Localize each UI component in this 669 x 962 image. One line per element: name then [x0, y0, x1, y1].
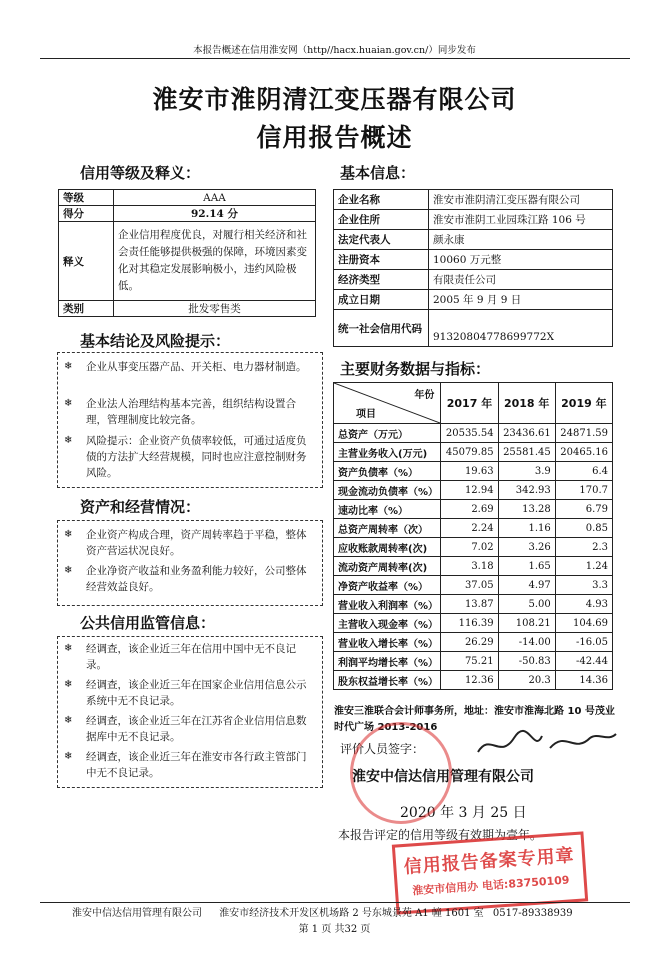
table-row: 净资产收益率（%） 37.05 4.97 3.3	[334, 576, 613, 595]
table-row: 主营业务收入(万元) 45079.85 25581.45 20465.16	[334, 443, 613, 462]
footer-address: 淮安市经济技术开发区机场路 2 号东城景苑 A1 幢 1601 室	[219, 908, 484, 919]
table-row: 营业收入增长率（%） 26.29 -14.00 -16.05	[334, 633, 613, 652]
bullet-icon: ❄	[64, 529, 73, 540]
footer-rule	[40, 902, 630, 903]
list-item: ❄ 风险提示：企业资产负债率较低，可通过适度负债的方法扩大经营规模，同时也应注意控制财务风险。	[64, 435, 307, 479]
bullet-icon: ❄	[64, 751, 73, 762]
table-row: 流动资产周转率(次) 3.18 1.65 1.24	[334, 557, 613, 576]
footer-phone: 0517-89338939	[492, 908, 573, 919]
report-date: 2020 年 3 月 25 日	[400, 805, 527, 821]
table-row: 资产负债率（%） 19.63 3.9 6.4	[334, 462, 613, 481]
footer-line	[72, 904, 573, 919]
table-row: 股东权益增长率（%） 12.36 20.3 14.36	[334, 671, 613, 690]
rater-label: 评价人员签字：	[340, 742, 425, 756]
list-item: ❄ 企业从事变压器产品、开关柜、电力器材制造。	[64, 361, 307, 373]
grade-table	[58, 189, 316, 317]
company-title: 淮安市淮阴清江变压器有限公司	[152, 85, 517, 114]
table-row: 企业住所 淮安市淮阴工业园珠江路 106 号	[334, 210, 613, 230]
bullet-icon: ❄	[64, 361, 73, 372]
report-title: 信用报告概述	[256, 123, 413, 152]
basic-heading: 基本信息：	[340, 164, 416, 182]
table-row: 法定代表人 颜永康	[334, 230, 613, 250]
corner-cell: 年份 项目	[334, 383, 441, 424]
table-row: 应收账款周转率(次) 7.02 3.26 2.3	[334, 538, 613, 557]
finance-table	[333, 382, 613, 690]
score-row	[59, 206, 316, 222]
bullet-icon: ❄	[64, 679, 73, 690]
grade-row	[59, 190, 316, 206]
assets-box	[57, 520, 323, 606]
table-row: 成立日期 2005 年 9 月 9 日	[334, 290, 613, 310]
conclusion-heading: 基本结论及风险提示：	[80, 332, 231, 350]
list-item: ❄ 企业法人治理结构基本完善，组织结构设置合理，管理制度比较完备。	[64, 398, 296, 426]
header-notice: 本报告概述在信用淮安网（http//hacx.huaian.gov.cn/）同步发布	[193, 45, 476, 56]
table-row: 营业收入利润率（%） 13.87 5.00 4.93	[334, 595, 613, 614]
grade-key: 等级	[59, 190, 114, 206]
list-item: ❄ 经调查，该企业近三年在淮安市各行政主管部门中无不良记录。	[64, 751, 307, 779]
page-number: 第 1 页 共32 页	[298, 924, 371, 935]
bullet-icon: ❄	[64, 435, 73, 446]
bullet-icon: ❄	[64, 565, 73, 576]
table-row: 主营收入现金率（%） 116.39 108.21 104.69	[334, 614, 613, 633]
definition-value: 企业信用程度优良，对履行相关经济和社会责任能够提供极强的保障，环境因素变化对其稳定发展影响极小，违约风险极低。	[114, 222, 316, 301]
category-key: 类别	[59, 301, 114, 317]
finance-header-row: 年份 项目 2017 年 2018 年 2019 年	[334, 383, 613, 424]
footer-agency: 淮安中信达信用管理有限公司	[72, 908, 202, 919]
public-heading: 公共信用监管信息：	[80, 614, 216, 632]
definition-row	[59, 222, 316, 301]
agency-name: 淮安中信达信用管理有限公司	[352, 769, 534, 785]
table-row: 总资产周转率（次） 2.24 1.16 0.85	[334, 519, 613, 538]
header-rule	[40, 58, 630, 59]
list-item: ❄ 经调查，该企业近三年在国家企业信用信息公示系统中无不良记录。	[64, 679, 307, 707]
audit-source: 淮安三淮联合会计师事务所，地址：淮安市淮海北路 10 号茂业时代广场 2013-2016	[334, 706, 615, 733]
table-row: 速动比率（%） 2.69 13.28 6.79	[334, 500, 613, 519]
table-row: 现金流动负债率（%） 12.94 342.93 170.7	[334, 481, 613, 500]
category-value: 批发零售类	[114, 301, 316, 317]
table-row: 经济类型 有限责任公司	[334, 270, 613, 290]
score-value: 92.14 分	[114, 206, 316, 222]
stamp-sub: 淮安市信用办 电话:83750109	[411, 873, 570, 898]
validity-note: 本报告评定的信用等级有效期为壹年。	[338, 828, 543, 842]
finance-heading: 主要财务数据与指标：	[340, 360, 491, 378]
definition-key: 释义	[59, 222, 114, 301]
basic-table	[333, 189, 613, 347]
grade-value: AAA	[114, 190, 316, 206]
list-item: ❄ 企业净资产收益和业务盈利能力较好，公司整体经营效益良好。	[64, 565, 307, 593]
round-seal	[350, 722, 452, 824]
grade-heading: 信用等级及释义：	[80, 164, 201, 182]
signature-icon	[470, 724, 620, 764]
table-row: 总资产（万元） 20535.54 23436.61 24871.59	[334, 424, 613, 443]
bullet-icon: ❄	[64, 643, 73, 654]
stamp-title: 信用报告备案专用章	[403, 845, 576, 878]
bullet-icon: ❄	[64, 398, 73, 409]
table-row: 统一社会信用代码 91320804778699772X	[334, 310, 613, 347]
list-item: ❄ 经调查，该企业近三年在信用中国中无不良记录。	[64, 643, 296, 671]
list-item: ❄ 经调查，该企业近三年在江苏省企业信用信息数据库中无不良记录。	[64, 715, 307, 743]
category-row	[59, 301, 316, 317]
score-key: 得分	[59, 206, 114, 222]
list-item: ❄ 企业资产构成合理，资产周转率趋于平稳，整体资产营运状况良好。	[64, 529, 307, 557]
bullet-icon: ❄	[64, 715, 73, 726]
assets-heading: 资产和经营情况：	[80, 498, 201, 516]
table-row: 注册资本 10060 万元整	[334, 250, 613, 270]
table-row: 利润平均增长率（%） 75.21 -50.83 -42.44	[334, 652, 613, 671]
table-row: 企业名称 淮安市淮阴清江变压器有限公司	[334, 190, 613, 210]
conclusion-box	[57, 352, 323, 488]
public-box	[57, 636, 323, 788]
